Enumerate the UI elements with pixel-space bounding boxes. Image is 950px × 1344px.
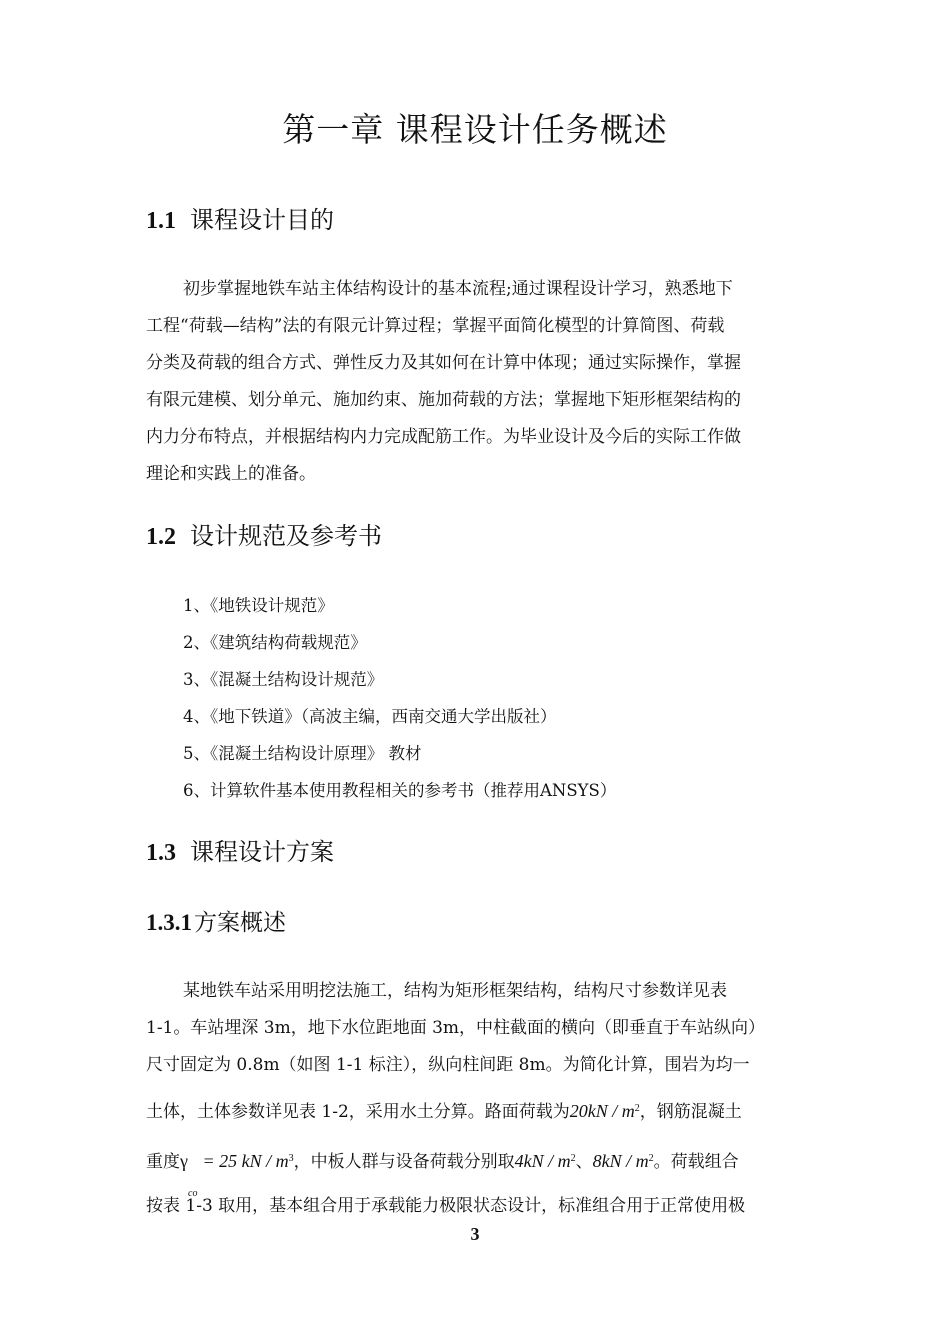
reference-list: [183, 592, 616, 814]
reference-item: 4、《地下铁道》（高波主编，西南交通大学出版社）: [183, 707, 557, 726]
reference-item: 1、《地铁设计规范》: [183, 596, 334, 615]
subsection-number: 1.3.1: [146, 910, 192, 935]
section-heading-1-2: [146, 516, 382, 551]
crowd-load-value: [515, 1151, 576, 1171]
paragraph-line: 内力分布特点，并根据结构内力完成配筋工作。为毕业设计及今后的实际工作做: [146, 427, 741, 447]
section-title: 课程设计目的: [190, 206, 334, 234]
paragraph-line: 按表 1-3 取用，基本组合用于承载能力极限状态设计，标准组合用于正常使用极: [146, 1196, 746, 1216]
section-number: 1.1: [146, 208, 176, 234]
subscript: co: [188, 1188, 198, 1199]
paragraph-text: 重度: [146, 1152, 180, 1172]
gamma-symbol: [180, 1151, 198, 1199]
paragraph-line: 理论和实践上的准备。: [146, 464, 316, 484]
exponent: 2: [648, 1153, 654, 1164]
math-text: 4kN / m: [514, 1151, 571, 1171]
paragraph-line: 工程“荷载—结构”法的有限元计算过程；掌握平面简化模型的计算简图、荷载: [146, 316, 725, 336]
paragraph-text: 。荷载组合: [653, 1152, 739, 1172]
math-text: γ: [180, 1151, 188, 1171]
exponent: 2: [634, 1103, 640, 1114]
paragraph-line: [146, 1134, 810, 1199]
section-title: 课程设计方案: [190, 838, 334, 866]
exponent: 2: [570, 1153, 576, 1164]
math-text: 8kN / m: [592, 1151, 649, 1171]
paragraph-text: ，钢筋混凝土: [639, 1102, 742, 1122]
reference-item: 6、计算软件基本使用教程相关的参考书（推荐用ANSYS）: [183, 781, 617, 800]
math-text: = 25 kN / m: [197, 1151, 289, 1171]
paragraph-line: [146, 1084, 810, 1134]
subsection-heading-1-3-1: [146, 904, 286, 937]
section-heading-1-3: [146, 832, 334, 867]
equipment-load-value: [593, 1151, 654, 1171]
exponent: 3: [288, 1153, 294, 1164]
section-number: 1.3: [146, 840, 176, 866]
paragraph-line: 初步掌握地铁车站主体结构设计的基本流程;通过课程设计学习，熟悉地下: [183, 279, 733, 299]
section-heading-1-1: [146, 200, 334, 235]
unit-weight-value: [198, 1151, 294, 1171]
paragraph-text: 、: [575, 1152, 593, 1172]
section-number: 1.2: [146, 524, 176, 550]
reference-item: 3、《混凝土结构设计规范》: [183, 670, 384, 689]
page-number: 3: [470, 1224, 480, 1244]
paragraph-line: 某地铁车站采用明挖法施工，结构为矩形框架结构，结构尺寸参数详见表: [183, 981, 727, 1001]
paragraph-text: 土体，土体参数详见表 1-2，采用水土分算。路面荷载为: [146, 1102, 570, 1122]
paragraph-line: 分类及荷载的组合方式、弹性反力及其如何在计算中体现；通过实际操作，掌握: [146, 353, 741, 373]
paragraph-text: ，中板人群与设备荷载分别取: [293, 1152, 515, 1172]
paragraph-line: 尺寸固定为 0.8m（如图 1-1 标注），纵向柱间距 8m。为简化计算，围岩为均一: [146, 1055, 750, 1075]
paragraph-objectives: [146, 271, 810, 493]
chapter-title: 第一章 课程设计任务概述: [282, 110, 668, 149]
section-title: 设计规范及参考书: [190, 522, 382, 550]
reference-item: 2、《建筑结构荷载规范》: [183, 633, 367, 652]
paragraph-line: 有限元建模、划分单元、施加约束、施加荷载的方法；掌握地下矩形框架结构的: [146, 390, 741, 410]
reference-item: 5、《混凝土结构设计原理》 教材: [183, 744, 422, 763]
math-text: 20kN / m: [569, 1101, 635, 1121]
paragraph-scheme-overview: [146, 973, 810, 1228]
paragraph-line: 1-1。车站埋深 3m，地下水位距地面 3m，中柱截面的横向（即垂直于车站纵向）: [146, 1018, 766, 1038]
road-load-value: [570, 1101, 640, 1121]
subsection-title: 方案概述: [194, 910, 286, 936]
